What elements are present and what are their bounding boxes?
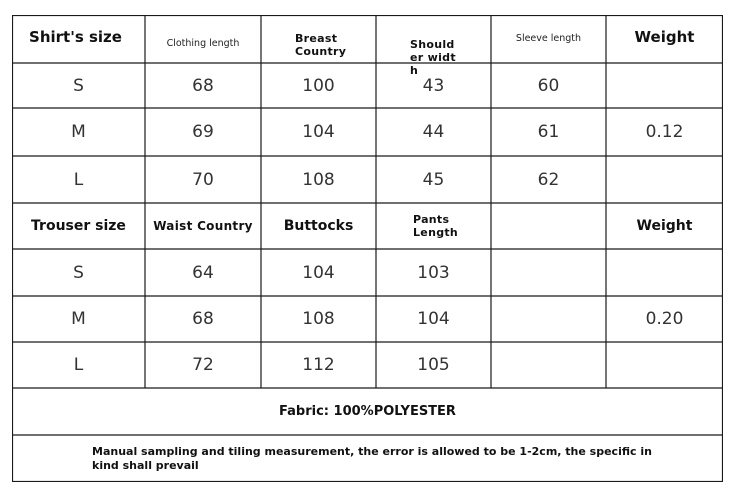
waist-country-header: Waist Country: [153, 218, 253, 233]
shirt-m-breast: 104: [302, 122, 335, 142]
fabric-info: Fabric: 100%POLYESTER: [279, 404, 456, 419]
pants-length-label: Pants Length: [413, 213, 459, 239]
shirt-l-breast: 108: [302, 169, 335, 190]
shirt-m-sleeve: 61: [537, 122, 560, 142]
shirt-s-clothing-length: 68: [192, 75, 214, 96]
shirt-s-sleeve: 60: [537, 75, 560, 96]
shirt-m-clothing-length: 69: [192, 122, 214, 142]
shirt-m-shoulder: 44: [422, 122, 445, 142]
shirt-size-s: S: [73, 75, 84, 96]
trouser-empty-header: [491, 203, 606, 249]
shirt-size-l: L: [73, 169, 84, 190]
shirt-s-shoulder: 43: [422, 75, 445, 96]
shirt-size-header: Shirt's size: [29, 28, 122, 46]
sleeve-length-header: Sleeve length: [515, 33, 582, 44]
trouser-weight-header: Weight: [636, 218, 693, 234]
measurement-note: Manual sampling and tiling measurement, the error is allowed to be 1-2cm, the specific in kind shall prevail: [92, 444, 652, 472]
breast-country-header: [261, 15, 376, 63]
shirt-weight-header: Weight: [634, 28, 695, 46]
trouser-m-buttocks: 108: [302, 309, 335, 329]
size-chart: [12, 15, 723, 482]
trouser-weight-value: 0.20: [645, 309, 684, 329]
breast-country-label: Breast Country: [295, 32, 347, 58]
shirt-l-clothing-length: 70: [192, 169, 214, 190]
trouser-size-s: S: [73, 262, 84, 283]
pants-length-header: [376, 203, 491, 249]
trouser-m-waist: 68: [192, 309, 214, 329]
shirt-l-sleeve: 62: [537, 169, 560, 190]
shirt-weight-value: 0.12: [645, 122, 684, 142]
shirt-s-breast: 100: [302, 75, 335, 96]
shoulder-width-label: Shoulder width: [410, 38, 456, 77]
trouser-size-m: M: [71, 309, 86, 329]
shirt-l-shoulder: 45: [422, 169, 445, 190]
shoulder-width-header: [376, 15, 491, 77]
buttocks-header: Buttocks: [283, 218, 354, 234]
trouser-m-pants-length: 104: [417, 309, 450, 329]
clothing-length-header: Clothing length: [166, 37, 240, 49]
trouser-s-pants-length: 103: [417, 262, 450, 283]
trouser-l-pants-length: 105: [417, 355, 450, 375]
trouser-l-buttocks: 112: [302, 355, 335, 375]
trouser-l-waist: 72: [192, 355, 214, 375]
trouser-s-waist: 64: [192, 262, 214, 283]
trouser-size-header: Trouser size: [31, 218, 126, 234]
trouser-size-l: L: [73, 355, 84, 375]
shirt-size-m: M: [71, 122, 86, 142]
trouser-s-buttocks: 104: [302, 262, 335, 283]
